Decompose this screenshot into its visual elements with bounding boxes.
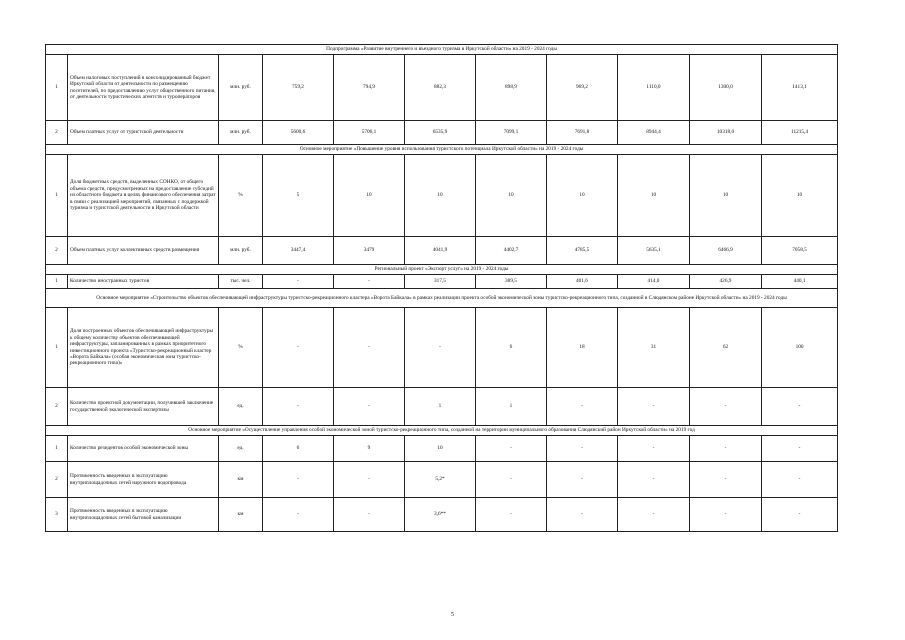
value-cell: 4402,7 [476,237,547,265]
value-cell: - [263,462,334,498]
value-cell: 10 [476,155,547,237]
table-row [46,155,838,237]
value-cell: 10 [405,155,476,237]
section-header-row [46,265,838,275]
value-cell: 10 [334,155,405,237]
value-cell: - [334,462,405,498]
indicator-name: Протяженность введенных в эксплуатацию внутриплощадочных сетей наружного водопровода [68,462,219,498]
value-cell: 6 [263,436,334,462]
row-number: 2 [46,121,68,145]
unit-of-measure: млн. руб. [219,121,263,145]
table-row [46,462,838,498]
value-cell: - [618,462,690,498]
value-cell: 1 [476,388,547,426]
value-cell: 882,3 [405,55,476,121]
value-cell: - [690,436,762,462]
value-cell: 100 [762,308,838,388]
value-cell: 5600,6 [263,121,334,145]
value-cell: 7099,1 [476,121,547,145]
value-cell: 1300,0 [690,55,762,121]
section-title: Основное мероприятие «Строительство объектов обеспечивающей инфраструктуры туристско-рекреационного кластера «Ворота Байкала» в рамках реализации проекта особой экономической зоны туристско-рекреационного типа, созданной в Слюдянском районе Иркутской области» на 2019 - 2024 годы [46,289,838,308]
indicator-name: Объем налоговых поступлений в консолидированный бюджет Иркутской области от деятельности по размещению посетителей, по предоставлению услуг общественного питания, от деятельности туристических агентств и туроператоров [68,55,219,121]
section-title: Основное мероприятие «Осуществление управления особой экономической зоной туристско-рекреационного типа, созданной на территории муниципального образования Слюдянский район Иркутской области» на 2019 год [46,426,838,436]
value-cell: - [405,308,476,388]
value-cell: - [690,388,762,426]
unit-of-measure: млн. руб. [219,55,263,121]
value-cell: - [263,498,334,532]
value-cell: 1413,1 [762,55,838,121]
section-header-row [46,45,838,55]
indicator-name: Протяженность введенных в эксплуатацию внутриплощадочных сетей бытовой канализации [68,498,219,532]
row-number: 2 [46,462,68,498]
row-number: 3 [46,498,68,532]
value-cell: 10 [690,155,762,237]
value-cell: 4041,9 [405,237,476,265]
value-cell: - [762,498,838,532]
value-cell: 6535,9 [405,121,476,145]
value-cell: - [690,462,762,498]
value-cell: - [263,275,334,289]
value-cell: - [618,436,690,462]
unit-of-measure: % [219,155,263,237]
value-cell: 3447,4 [263,237,334,265]
value-cell: 969,2 [547,55,618,121]
value-cell: 6466,9 [690,237,762,265]
value-cell: 10 [762,155,838,237]
value-cell: - [547,462,618,498]
row-number: 2 [46,237,68,265]
row-number: 1 [46,436,68,462]
indicator-name: Объем платных услуг коллективных средств размещения [68,237,219,265]
value-cell: - [476,498,547,532]
indicator-name: Количество иностранных туристов [68,275,219,289]
indicator-name: Объем платных услуг от туристской деятельности [68,121,219,145]
value-cell: 10 [405,436,476,462]
value-cell: 11215,4 [762,121,838,145]
value-cell: 401,6 [547,275,618,289]
value-cell: - [690,498,762,532]
table-row [46,121,838,145]
value-cell: 5706,1 [334,121,405,145]
value-cell: 317,5 [405,275,476,289]
value-cell: - [762,436,838,462]
value-cell: - [547,436,618,462]
value-cell: 1110,0 [618,55,690,121]
indicators-table [45,44,838,532]
value-cell: - [618,498,690,532]
table-row [46,275,838,289]
page-number: 5 [451,612,454,618]
indicator-name: Доля построенных объектов обеспечивающей инфраструктуры к общему количеству объектов обеспечивающей инфраструктуры, запланированных в рамках приоритетного инвестиционного проекта «Туристско-рекреационный кластер «Ворота Байкала» (особая экономическая зона туристско-рекреационного типа)» [68,308,219,388]
section-header-row [46,145,838,155]
row-number: 2 [46,388,68,426]
unit-of-measure: ед. [219,388,263,426]
section-title: Подпрограмма «Развитие внутреннего и въездного туризма в Иркутской области» на 2019 - 2024 годы [46,45,838,55]
value-cell: 18 [547,308,618,388]
value-cell: 5635,1 [618,237,690,265]
table-row [46,388,838,426]
unit-of-measure: млн. руб. [219,237,263,265]
value-cell: 426,9 [690,275,762,289]
indicator-name: Количество резидентов особой экономической зоны [68,436,219,462]
value-cell: - [263,388,334,426]
value-cell: - [334,498,405,532]
indicator-name: Доля бюджетных средств, выделенных СОНКО, от общего объема средств, предусмотренных на предоставление субсидий из областного бюджета в целях финансового обеспечения затрат в связи с реализацией мероприятий, связанных с поддержкой туризма и туристской деятельности в Иркутской области [68,155,219,237]
unit-of-measure: км [219,462,263,498]
value-cell: 3479 [334,237,405,265]
section-title: Региональный проект «Экспорт услуг» на 2019 - 2024 годы [46,265,838,275]
value-cell: 414,0 [618,275,690,289]
value-cell: 31 [618,308,690,388]
value-cell: 62 [690,308,762,388]
value-cell: - [334,388,405,426]
section-title: Основное мероприятие «Повышение уровня использования туристского потенциала Иркутской области» на 2019 - 2024 годы [46,145,838,155]
value-cell: - [476,436,547,462]
table-row [46,237,838,265]
value-cell: 389,5 [476,275,547,289]
value-cell: 10318,0 [690,121,762,145]
value-cell: - [334,308,405,388]
value-cell: 10 [547,155,618,237]
value-cell: - [618,388,690,426]
value-cell: 1 [405,388,476,426]
unit-of-measure: тыс. чел. [219,275,263,289]
value-cell: 5,2* [405,462,476,498]
value-cell: 440,1 [762,275,838,289]
unit-of-measure: км [219,498,263,532]
row-number: 1 [46,308,68,388]
value-cell: - [334,275,405,289]
value-cell: 3,6** [405,498,476,532]
value-cell: 759,2 [263,55,334,121]
value-cell: 6 [476,308,547,388]
value-cell: - [263,308,334,388]
value-cell: 9 [334,436,405,462]
unit-of-measure: % [219,308,263,388]
value-cell: 5 [263,155,334,237]
row-number: 1 [46,55,68,121]
unit-of-measure: ед. [219,436,263,462]
section-header-row [46,289,838,308]
table-row [46,55,838,121]
value-cell: 7058,5 [762,237,838,265]
value-cell: 794,9 [334,55,405,121]
value-cell: - [476,462,547,498]
section-header-row [46,426,838,436]
table-row [46,436,838,462]
value-cell: 8944,4 [618,121,690,145]
value-cell: 898,9 [476,55,547,121]
table-row [46,308,838,388]
value-cell: - [547,498,618,532]
value-cell: 7691,8 [547,121,618,145]
value-cell: - [547,388,618,426]
value-cell: 4785,5 [547,237,618,265]
value-cell: - [762,462,838,498]
value-cell: - [762,388,838,426]
table-row [46,498,838,532]
row-number: 1 [46,155,68,237]
row-number: 1 [46,275,68,289]
indicator-name: Количество проектной документации, получившей заключение государственной экологической экспертизы [68,388,219,426]
value-cell: 10 [618,155,690,237]
